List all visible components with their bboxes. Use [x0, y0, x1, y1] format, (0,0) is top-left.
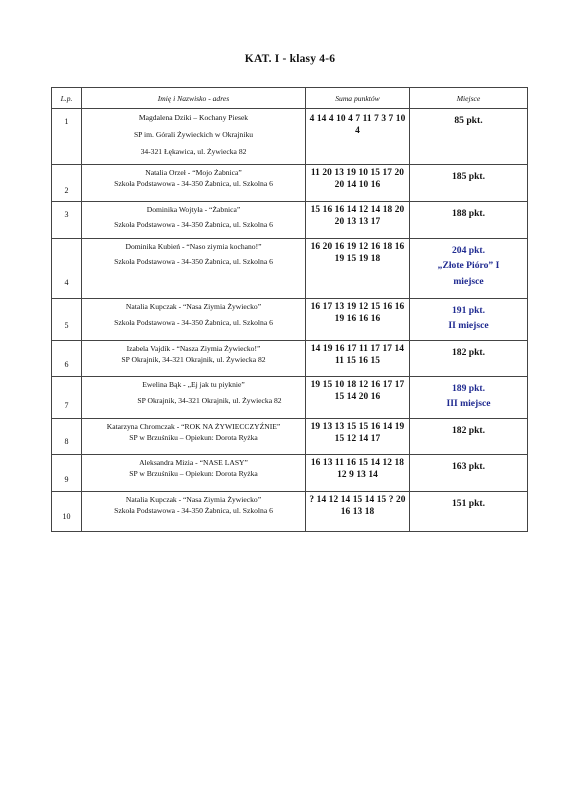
results-table	[51, 87, 528, 532]
row-lp: 5	[52, 299, 82, 341]
row-place	[410, 109, 528, 165]
row-points: 16 20 16 19 12 16 18 16 19 15 19 18	[306, 239, 410, 299]
participant-address: SP w Brzuśniku – Opiekun: Dorota Ryżka	[129, 469, 258, 478]
row-lp: 6	[52, 341, 82, 377]
row-place	[410, 492, 528, 532]
participant-address: SP Okrajnik, 34-321 Okrajnik, ul. Żywiecka 82	[137, 396, 282, 405]
row-lp: 10	[52, 492, 82, 532]
table-row	[52, 239, 528, 299]
row-person	[82, 239, 306, 299]
award-label: II miejsce	[448, 320, 489, 332]
participant-address: Szkoła Podstawowa - 34-350 Żabnica, ul. Szkolna 6	[114, 318, 273, 327]
row-points: 19 13 13 15 15 16 14 19 15 12 14 17	[306, 419, 410, 455]
row-score: 85 pkt.	[454, 115, 483, 126]
row-score: 191 pkt.	[451, 305, 486, 316]
participant-name: Dominika Wojtyła - “Żabnica”	[146, 205, 241, 214]
table-row	[52, 341, 528, 377]
row-score: 151 pkt.	[451, 498, 486, 509]
participant-address: SP Okrajnik, 34-321 Okrajnik, ul. Żywiecka 82	[121, 355, 266, 364]
page-title: KAT. I - klasy 4-6	[244, 53, 336, 65]
row-place	[410, 419, 528, 455]
participant-address: Szkoła Podstawowa - 34-350 Żabnica, ul. Szkolna 6	[114, 179, 273, 188]
table-row	[52, 202, 528, 239]
row-points: 16 17 13 19 12 15 16 16 19 16 16 16	[306, 299, 410, 341]
row-place	[410, 455, 528, 492]
row-lp: 3	[52, 202, 82, 239]
row-person	[82, 299, 306, 341]
row-place	[410, 299, 528, 341]
row-person	[82, 492, 306, 532]
row-points: 19 15 10 18 12 16 17 17 15 14 20 16	[306, 377, 410, 419]
row-score: 182 pkt.	[451, 347, 486, 358]
row-lp: 7	[52, 377, 82, 419]
participant-name: Natalia Orzeł - “Mojo Żabnica”	[145, 168, 242, 177]
row-place	[410, 377, 528, 419]
row-lp: 1	[52, 109, 82, 165]
row-score: 204 pkt.	[451, 245, 486, 256]
row-score: 163 pkt.	[451, 461, 486, 472]
table-header-row	[52, 88, 528, 109]
participant-name: Izabela Vajdík - “Nasza Ziymia Żywiecko!”	[126, 344, 261, 353]
participant-address: 34-321 Łękawica, ul. Żywiecka 82	[140, 147, 247, 156]
row-person	[82, 109, 306, 165]
participant-address: Szkoła Podstawowa - 34-350 Żabnica, ul. Szkolna 6	[114, 506, 273, 515]
participant-address: Szkoła Podstawowa - 34-350 Żabnica, ul. Szkolna 6	[114, 257, 273, 266]
table-row	[52, 492, 528, 532]
row-score: 182 pkt.	[451, 425, 486, 436]
table-row	[52, 455, 528, 492]
row-score: 188 pkt.	[451, 208, 486, 219]
row-score: 189 pkt.	[451, 383, 486, 394]
row-place	[410, 202, 528, 239]
header-place: Miejsce	[410, 88, 528, 109]
row-person	[82, 341, 306, 377]
participant-name: Aleksandra Mizia - “NASE LASY”	[139, 458, 248, 467]
participant-name: Magdalena Dziki – Kochany Piesek	[138, 113, 249, 122]
participant-name: Natalia Kupczak - “Nasa Ziymia Żywiecko”	[125, 495, 262, 504]
header-lp: L.p.	[52, 88, 82, 109]
row-lp: 2	[52, 165, 82, 202]
header-name: Imię i Nazwisko - adres	[82, 88, 306, 109]
row-lp: 9	[52, 455, 82, 492]
row-points: ? 14 12 14 15 14 15 ? 20 16 13 18	[306, 492, 410, 532]
award-label: III miejsce	[446, 398, 491, 410]
table-row	[52, 299, 528, 341]
header-sum: Suma punktów	[306, 88, 410, 109]
row-points: 16 13 11 16 15 14 12 18 12 9 13 14	[306, 455, 410, 492]
award-label: „Złote Pióro” I miejsce	[437, 260, 500, 287]
participant-name: Ewelina Bąk - „Ej jak tu piyknie”	[142, 380, 245, 389]
row-points: 11 20 13 19 10 15 17 20 20 14 10 16	[306, 165, 410, 202]
table-row	[52, 109, 528, 165]
table-row	[52, 165, 528, 202]
row-person	[82, 165, 306, 202]
participant-name: Natalia Kupczak - “Nasa Ziymia Żywiecko”	[125, 302, 262, 311]
row-lp: 8	[52, 419, 82, 455]
table-row	[52, 377, 528, 419]
participant-name: Dominika Kubień - “Naso ziymia kochano!”	[125, 242, 262, 251]
row-person	[82, 202, 306, 239]
row-place	[410, 341, 528, 377]
participant-address: SP im. Górali Żywieckich w Okrajniku	[133, 130, 254, 139]
row-person	[82, 419, 306, 455]
table-row	[52, 419, 528, 455]
row-person	[82, 455, 306, 492]
participant-address: SP w Brzuśniku – Opiekun: Dorota Ryżka	[129, 433, 258, 442]
row-score: 185 pkt.	[451, 171, 486, 182]
row-lp: 4	[52, 239, 82, 299]
row-place	[410, 165, 528, 202]
row-person	[82, 377, 306, 419]
participant-name: Katarzyna Chromczak - “ROK NA ŻYWIECCZYŹNIE”	[106, 422, 281, 431]
row-points: 4 14 4 10 4 7 11 7 3 7 10 4	[306, 109, 410, 165]
row-points: 14 19 16 17 11 17 17 14 11 15 16 15	[306, 341, 410, 377]
participant-address: Szkoła Podstawowa - 34-350 Żabnica, ul. Szkolna 6	[114, 220, 273, 229]
row-place	[410, 239, 528, 299]
row-points: 15 16 16 14 12 14 18 20 20 13 13 17	[306, 202, 410, 239]
